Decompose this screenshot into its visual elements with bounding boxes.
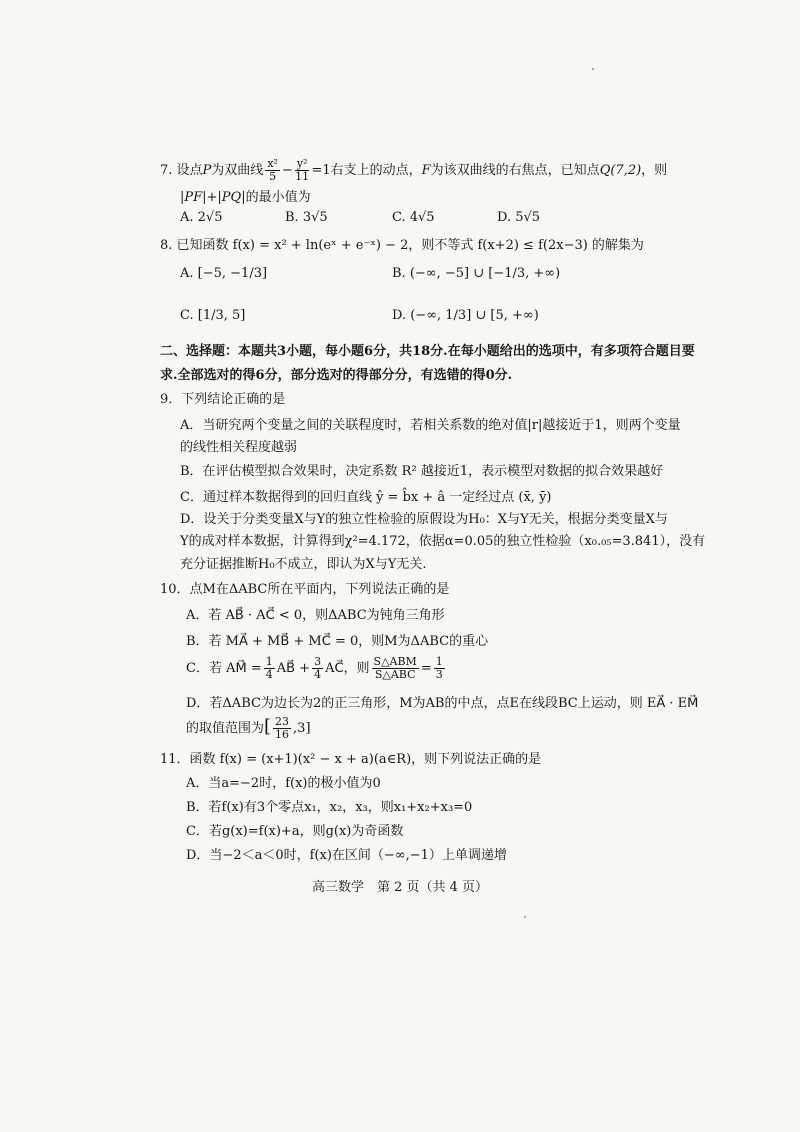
page-footer: 高三数学 第 2 页（共 4 页） (311, 880, 489, 895)
q11-option-b: B．若f(x)有3个零点x₁，x₂，x₃，则x₁+x₂+x₃=0 (186, 800, 473, 815)
q9-title: 9．下列结论正确的是 (160, 392, 286, 407)
q10-option-c: C．若 AM⃗ = $\frac{1}{4}$ AB⃗ + $\frac{3}{4}$ AC⃗，则 $\frac{\text{S△ABM}}{\text{S△ABC}}$ = $\frac{1}{3}$ (186, 655, 443, 681)
q7-line2: |PF|+|PQ|的最小值为 (180, 190, 311, 205)
q11-title: 11．函数 f(x) = (x+1)(x² − x + a)(a∈R)，则下列说法正确的是 (160, 752, 542, 767)
q10-option-d-line1: D．若ΔABC为边长为2的正三角形，M为AB的中点，点E在线段BC上运动，则 EA⃗ · EM⃗ (186, 696, 699, 711)
q9-option-c: C．通过样本数据得到的回归直线 ŷ = b̂x + â 一定经过点 (x̄, ȳ) (180, 490, 552, 505)
scan-speck (524, 916, 526, 918)
q8-option-d: D. (−∞, 1/3] ∪ [5, +∞) (392, 308, 539, 323)
q10-option-b: B．若 MA⃗ + MB⃗ + MC⃗ = 0，则M为ΔABC的重心 (186, 634, 489, 649)
q10-option-a: A．若 AB⃗ · AC⃗ < 0，则ΔABC为钝角三角形 (186, 608, 445, 623)
q11-option-d: D．当−2＜a＜0时，f(x)在区间（−∞,−1）上单调递增 (186, 848, 507, 863)
q7-option-a: A. 2√5 (180, 210, 223, 225)
q11-option-c: C．若g(x)=f(x)+a，则g(x)为奇函数 (186, 824, 404, 839)
q7-option-b: B. 3√5 (285, 210, 328, 225)
q9-option-d-line1: D．设关于分类变量X与Y的独立性检验的原假设为H₀：X与Y无关，根据分类变量X与 (180, 512, 668, 527)
scan-speck (592, 68, 594, 70)
q11-option-a: A．当a=−2时，f(x)的极小值为0 (186, 776, 381, 791)
q9-option-d-line3: 充分证据推断H₀不成立，即认为X与Y无关. (180, 557, 427, 572)
q10-title: 10．点M在ΔABC所在平面内，下列说法正确的是 (160, 582, 450, 597)
q8-option-c: C. [1/3, 5] (180, 308, 246, 323)
q10-option-d-line2: 的取值范围为[ $\frac{23}{16}$ ,3] (186, 715, 311, 741)
q7-line1: 7. 设点P为双曲线 $\frac{\text{x²}}{5}$ − $\frac{\text{y²}}{11}$ =1右支上的动点，F为该双曲线的右焦点，已知点Q(7,2)，则 (160, 157, 668, 183)
q9-option-b: B．在评估模型拟合效果时，决定系数 R² 越接近1，表示模型对数据的拟合效果越好 (180, 464, 664, 479)
q8-stem: 8. 已知函数 f(x) = x² + ln(eˣ + e⁻ˣ) − 2，则不等式 f(x+2) ≤ f(2x−3) 的解集为 (160, 238, 644, 253)
q9-option-d-line2: Y的成对样本数据，计算得到χ²=4.172，依据α=0.05的独立性检验（x₀.₀₅=3.841），没有 (180, 534, 706, 549)
q8-option-a: A. [−5, −1/3] (180, 266, 268, 281)
section2-line2: 求.全部选对的得6分，部分选对的得部分分，有选错的得0分. (160, 368, 513, 383)
q9-option-a-line1: A．当研究两个变量之间的关联程度时，若相关系数的绝对值|r|越接近于1，则两个变量 (180, 418, 681, 433)
q8-option-b: B. (−∞, −5] ∪ [−1/3, +∞) (392, 266, 561, 281)
q7-option-d: D. 5√5 (497, 210, 541, 225)
section2-line1: 二、选择题：本题共3小题，每小题6分，共18分.在每小题给出的选项中，有多项符合题目要 (160, 344, 695, 359)
q9-option-a-line2: 的线性相关程度越弱 (180, 440, 298, 455)
q7-option-c: C. 4√5 (392, 210, 435, 225)
